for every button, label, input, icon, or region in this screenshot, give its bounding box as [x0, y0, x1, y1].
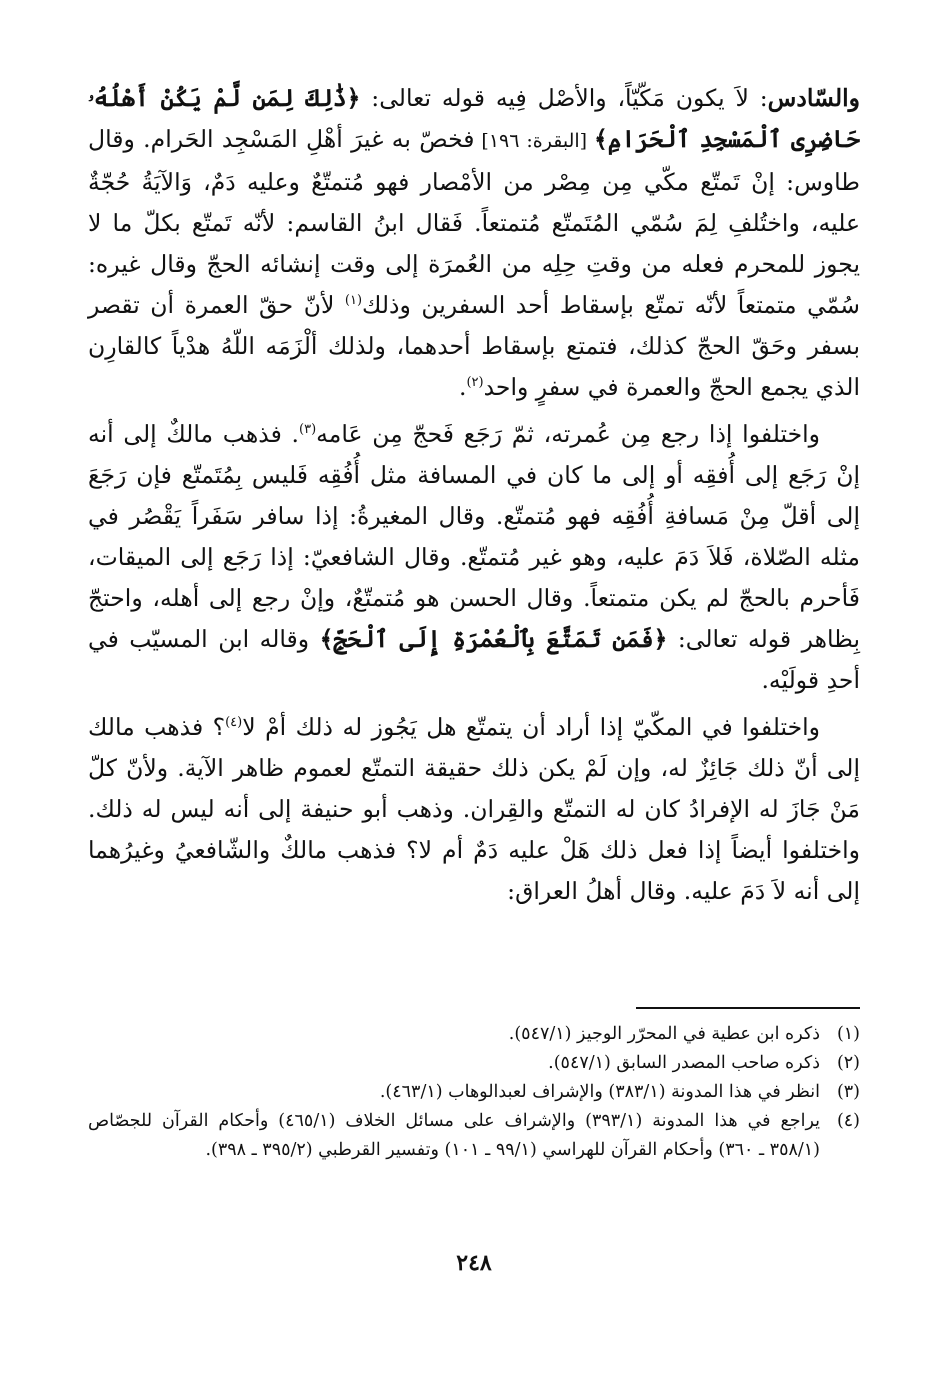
- quran-reference: [البقرة: ١٩٦]: [474, 130, 594, 152]
- paragraph-text: واختلفوا إذا رجع مِن عُمرته، ثمّ رَجَع فَحجّ مِن عَامه: [316, 420, 820, 448]
- footnote-number: (١): [836, 1024, 860, 1044]
- footnote-number: (٢): [836, 1053, 860, 1073]
- paragraph-text: : لاَ يكون مَكّيّاً، والأصْل فِيه قوله تعالى:: [360, 84, 768, 112]
- footnote-marker: (٣): [299, 422, 317, 438]
- footnotes: [88, 1020, 860, 1165]
- footnote-text: ذكره صاحب المصدر السابق (٥٤٧/١).: [548, 1053, 820, 1073]
- paragraph-2: [88, 414, 860, 701]
- footnote-number: (٤): [836, 1111, 860, 1131]
- quran-quote: ﴿فَمَن تَمَتَّعَ بِٱلْعُمْرَةِ إِلَى ٱلْحَجِّ﴾: [319, 625, 668, 653]
- section-lead: والسّادس: [767, 84, 860, 112]
- paragraph-text: ؟ فذهب مالك إلى أنّ ذلك جَائِزٌ له، وإن لَمْ يكن ذلك حقيقة التمتّع لعموم ظاهر الآية. ولأنّ كلّ مَنْ جَازَ له الإفرادُ كان له التمتّع والقِران. وذهب أبو حنيفة إلى أنه ليس له ذلك. واختلفوا أيضاً إذا فعل ذلك هَلْ عليه دَمٌ أم لا؟ فذهب مالكٌ والشّافعيُ وغيرُهما إلى أنه لاَ دَمَ عليه. وقال أهلُ العراق:: [88, 713, 860, 905]
- page-number: ٢٤٨: [456, 1250, 492, 1276]
- footnote-marker: (٢): [466, 375, 484, 391]
- footnote-number: (٣): [836, 1082, 860, 1102]
- footnote-text: ذكره ابن عطية في المحرّر الوجيز (٥٤٧/١).: [508, 1024, 820, 1044]
- paragraph-text: .: [458, 373, 467, 401]
- footnote-marker: (١): [344, 293, 363, 309]
- footnote-marker: (٤): [225, 715, 243, 731]
- quran-quote: ﴿ذَٰلِكَ لِمَن لَّمْ يَكُنْ أَهْلُهُۥ حَاضِرِى ٱلْمَسْجِدِ ٱلْحَرَامِ﴾: [88, 84, 860, 153]
- footnote: [88, 1020, 860, 1049]
- paragraph-text: لأنّ حقّ العمرة أن تقصر بسفر وحَقّ الحجّ كذلك، فتمتع بإسقاط أحدهما، ولذلك ألْزَمَه اللّهُ هدْياً كالقارِن الذي يجمع الحجّ والعمرة في سفرٍ واحد: [88, 291, 860, 401]
- paragraph-text: . فذهب مالكٌ إلى أنه إنْ رَجَع إلى أُفقِه أو إلى ما كان في المسافة مثل أُفُقِه فَليس بِمُتَمتّع فإن رَجَعَ إلى أقلّ مِنْ مَسافةِ أُفُقِه فهو مُتمتّع. وقال المغيرةُ: إذا سافر سَفَراً يَقْصُر في مثله الصّلاة، فَلاَ دَمَ عليه، وهو غير مُتمتّع. وقال الشافعيّ: إذا رَجَع إلى الميقات، فَأحرم بالحجّ لم يكن متمتعاً. وقال الحسن هو مُتمتّعٌ، وإنْ رجع إلى أهله، واحتجّ بِظاهر قوله تعالى:: [88, 420, 860, 653]
- paragraph-text: وقاله ابن المسيّب في أحدِ قولَيْه.: [88, 625, 860, 694]
- footnote-text: انظر في هذا المدونة (٣٨٣/١) والإشراف لعبدالوهاب (٤٦٣/١).: [379, 1082, 820, 1102]
- paragraph-1: [88, 78, 860, 408]
- footnote: [88, 1049, 860, 1078]
- footnote-text: يراجع في هذا المدونة (٣٩٣/١) والإشراف على مسائل الخلاف (٤٦٥/١) وأحكام القرآن للجصّاص (٣٥٨/١ ـ ٣٦٠) وأحكام القرآن للهراسي (٩٩/١ ـ ١٠١) وتفسير القرطبي (٣٩٥/٢ ـ ٣٩٨).: [88, 1111, 821, 1160]
- footnote-separator: [636, 1007, 860, 1009]
- paragraph-3: [88, 707, 860, 912]
- paragraph-text: فخصّ به غيرَ أهْلِ المَسْجِد الحَرام. وقال طاوس: إنْ تَمتّع مكّي مِن مِصْر من الأمْصار فهو مُتمتّعٌ وعليه دَمٌ، وَالآيَةُ حُجّةٌ عليه، واختُلفِ لِمَ سُمّي المُتَمتّع مُتمتعاً. فَقال ابنُ القاسم: لأنّه تَمتّع بكلّ ما لا يجوز للمحرم فعله من وقتِ حِلِه من العُمرَة إلى وقت إنشائه الحجّ وقال غيره: سُمّي متمتعاً لأنّه تمتّع بإسقاط أحد السفرين وذلك: [88, 125, 860, 319]
- paragraph-text: واختلفوا في المكّيّ إذا أراد أن يتمتّع هل يَجُوز له ذلك أمْ لا: [242, 713, 820, 741]
- footnote: [88, 1078, 860, 1107]
- main-text: [88, 78, 860, 918]
- footnote: [88, 1107, 860, 1165]
